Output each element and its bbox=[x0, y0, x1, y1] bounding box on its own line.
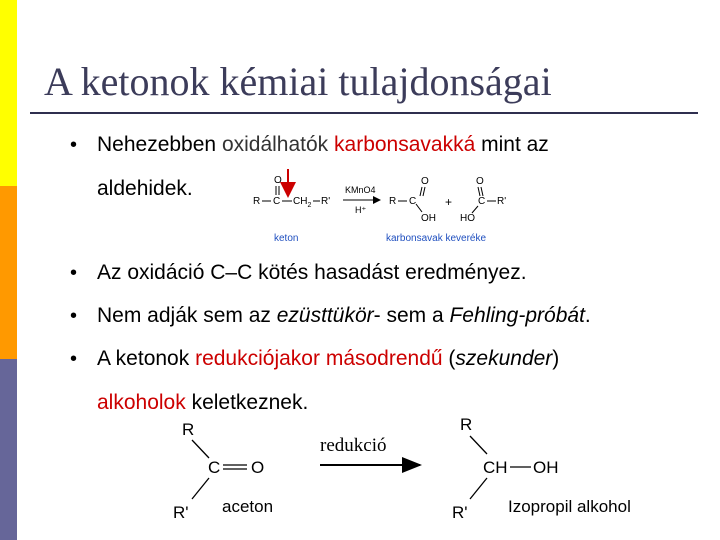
slide-title: A ketonok kémiai tulajdonságai bbox=[44, 59, 552, 104]
product1-o: O bbox=[421, 176, 429, 187]
product1-double-bond-2 bbox=[423, 187, 425, 196]
bullet-4-paren-open: ( bbox=[442, 347, 456, 370]
reduction-reactant-bond-r-prime bbox=[192, 478, 209, 499]
bullet-marker: • bbox=[70, 134, 78, 156]
bullet-4-redukciojakor: redukciójakor bbox=[195, 347, 320, 370]
accent-bar-purple bbox=[0, 359, 17, 540]
bullet-1-text: Nehezebben bbox=[97, 133, 222, 156]
product2-r-prime: R' bbox=[497, 196, 507, 207]
reactant-ch: CH bbox=[293, 196, 308, 207]
reduction-product-r-prime: R' bbox=[452, 503, 468, 522]
reactant-c: C bbox=[273, 196, 281, 207]
product2-ho-bond bbox=[472, 206, 478, 213]
bullet-4-paren-close: ) bbox=[552, 347, 560, 370]
product2-double-bond bbox=[478, 187, 480, 196]
reagent-top: KMnO4 bbox=[345, 185, 376, 195]
reactant-r: R bbox=[253, 196, 261, 207]
bullet-2-text: Az oxidáció C–C kötés hasadást eredményez. bbox=[97, 261, 527, 284]
label-karbonsavak: karbonsavak keveréke bbox=[386, 233, 487, 244]
bullet-4-text: A ketonok bbox=[97, 347, 196, 370]
reduction-reactant-bond-r bbox=[192, 440, 209, 458]
left-accent-bar bbox=[0, 0, 17, 540]
reduction-reactant-r-prime: R' bbox=[173, 503, 189, 522]
bullet-1-karbonsavakka: karbonsavakká bbox=[334, 133, 476, 156]
title-underline bbox=[30, 112, 698, 114]
reduction-product-ch: CH bbox=[483, 458, 508, 477]
reduction-reactant-c: C bbox=[208, 458, 221, 477]
plus-sign: + bbox=[445, 195, 453, 209]
reduction-reactant-o: O bbox=[251, 458, 265, 477]
bullet-4-szekunder: szekunder bbox=[455, 347, 553, 370]
bullet-3-fehling: Fehling-próbát bbox=[449, 304, 585, 327]
bullet-1-text-end: mint az bbox=[475, 133, 549, 156]
bullet-3-ezusttukor: ezüsttükör bbox=[276, 304, 374, 327]
reactant-r-prime: R' bbox=[321, 196, 331, 207]
accent-bar-orange bbox=[0, 186, 17, 359]
product2-c: C bbox=[478, 196, 486, 207]
product2-o: O bbox=[476, 176, 484, 187]
reduction-product-bond-r bbox=[470, 436, 487, 454]
label-keton: keton bbox=[274, 233, 299, 244]
product1-c: C bbox=[409, 196, 417, 207]
bullet-3-text: Nem adják sem az bbox=[97, 304, 277, 327]
bullet-marker: • bbox=[70, 305, 78, 327]
bullet-marker: • bbox=[70, 262, 78, 284]
product1-oh: OH bbox=[421, 213, 436, 224]
product2-ho: HO bbox=[460, 213, 475, 224]
bullet-1-line-1 bbox=[97, 133, 549, 157]
product1-oh-bond bbox=[416, 204, 422, 212]
bullet-marker: • bbox=[70, 348, 78, 370]
reactant-o: O bbox=[274, 175, 282, 186]
reduction-product-oh: OH bbox=[533, 458, 559, 477]
reactant-ch2-subscript: 2 bbox=[307, 202, 312, 209]
reduction-arrow-label: redukció bbox=[320, 435, 387, 456]
reagent-bottom: H⁺ bbox=[355, 205, 367, 215]
bullet-4-keletkeznek: keletkeznek. bbox=[185, 391, 309, 414]
caption-aceton: aceton bbox=[222, 497, 274, 516]
bullet-3-text-mid: - sem a bbox=[373, 304, 450, 327]
oxidation-scheme bbox=[240, 166, 530, 248]
bullet-4-alkoholok: alkoholok bbox=[97, 391, 186, 414]
product1-double-bond bbox=[420, 187, 422, 196]
product2-double-bond-2 bbox=[481, 187, 483, 196]
bullet-3-period: . bbox=[584, 304, 591, 327]
reduction-reactant-r: R bbox=[182, 420, 195, 439]
reactant-ch2 bbox=[293, 196, 311, 209]
accent-bar-yellow bbox=[0, 0, 17, 186]
reduction-product-r: R bbox=[460, 415, 473, 434]
reduction-product-bond-r-prime bbox=[470, 478, 487, 499]
bullet-1-line-2: aldehidek. bbox=[97, 177, 193, 200]
bullet-3-line bbox=[97, 304, 591, 328]
bullet-4-line-1 bbox=[97, 347, 559, 371]
bullet-1-oxidalhatok: oxidálhatók bbox=[221, 133, 335, 156]
product1-r: R bbox=[389, 196, 397, 207]
caption-izopropil-alkohol: Izopropil alkohol bbox=[508, 497, 631, 516]
bullet-4-masodrendu: másodrendű bbox=[325, 347, 443, 370]
